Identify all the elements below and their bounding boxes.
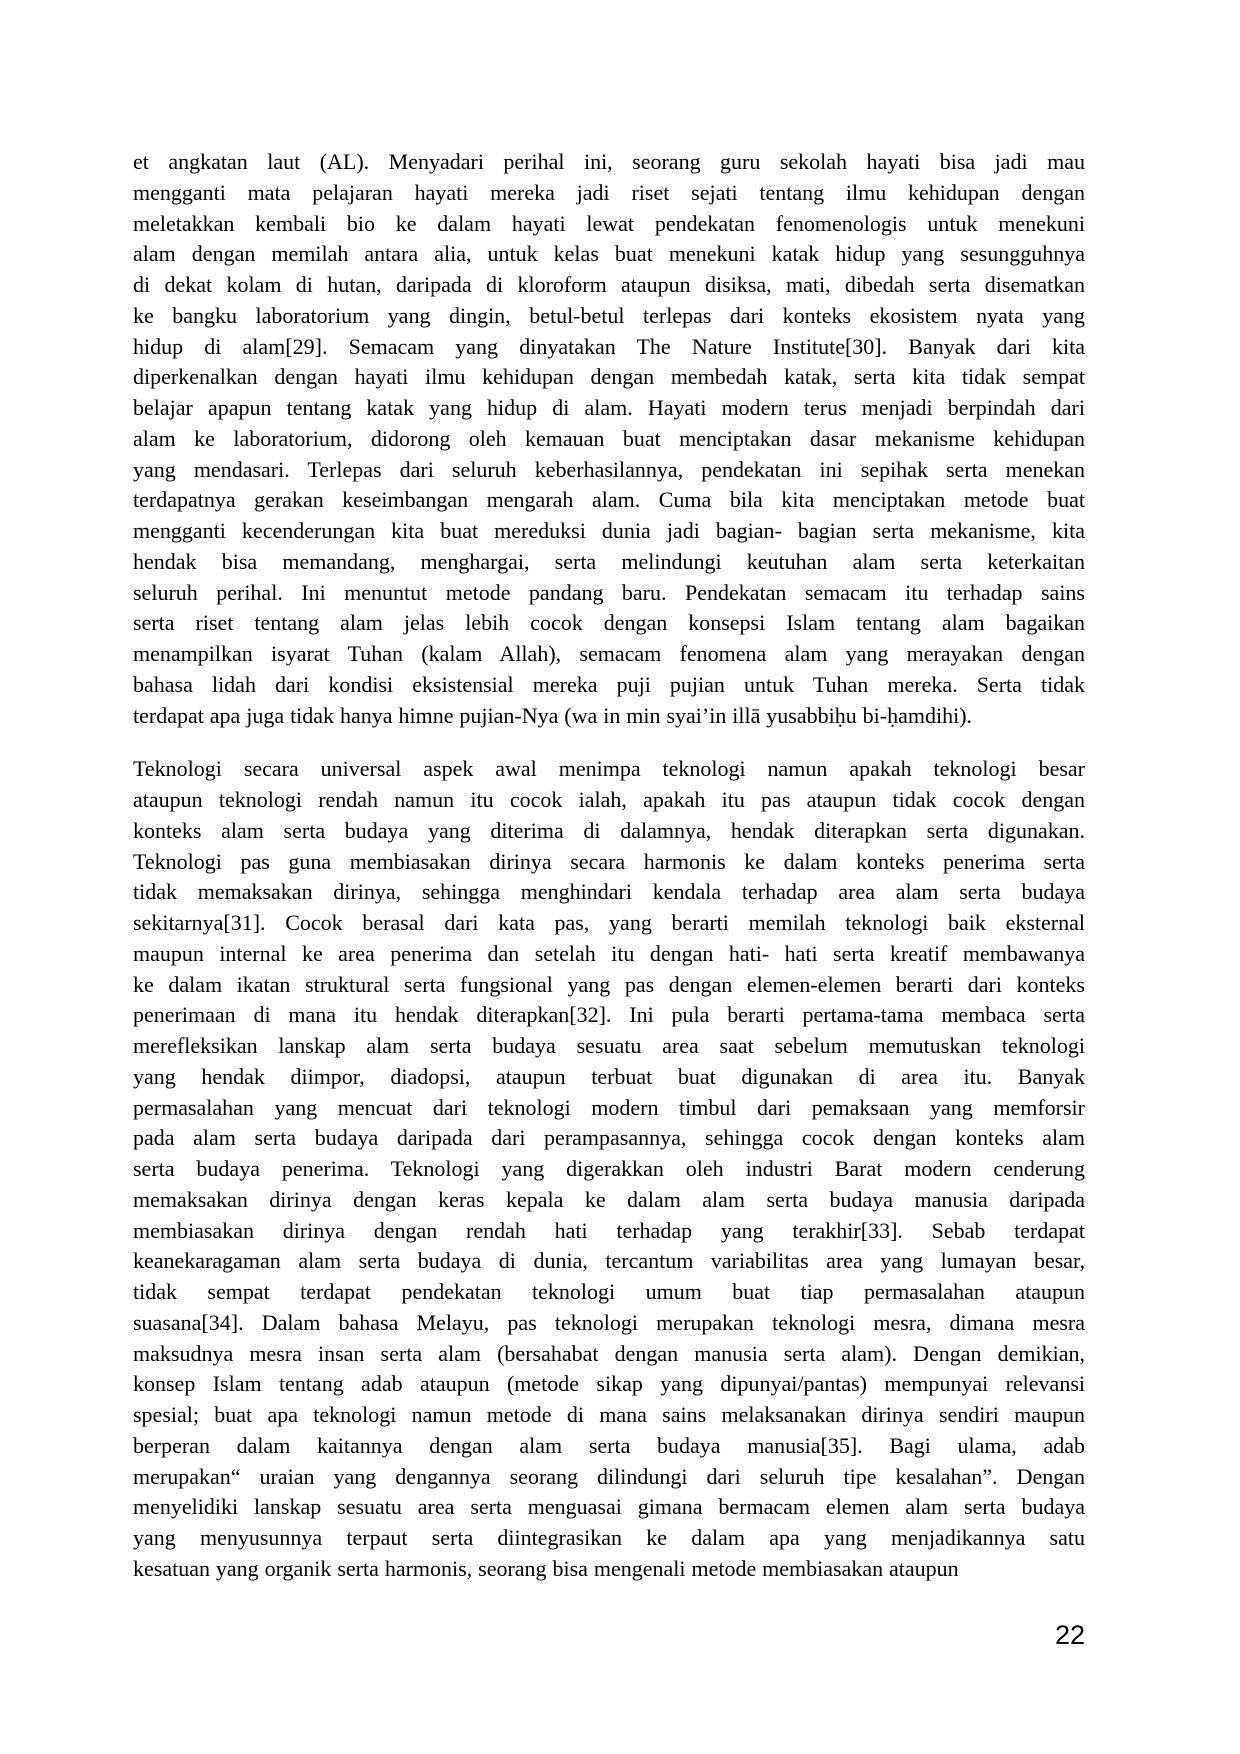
text-line: seluruh perihal. Ini menuntut metode pandang baru. Pendekatan semacam itu terhadap sains	[133, 579, 1085, 605]
text-line: yang hendak diimpor, diadopsi, ataupun terbuat buat digunakan di area itu. Banyak	[133, 1063, 1085, 1089]
text-line: sekitarnya[31]. Cocok berasal dari kata pas, yang berarti memilah teknologi baik eksternal	[133, 910, 1085, 935]
text-line: keanekaragaman alam serta budaya di dunia, tercantum variabilitas area yang lumayan besar,	[133, 1248, 1085, 1274]
page-body	[133, 147, 1085, 1585]
text-line: tidak memaksakan dirinya, sehingga menghindari kendala terhadap area alam serta budaya	[133, 879, 1085, 905]
text-line: hendak bisa memandang, menghargai, serta melindungi keutuhan alam serta keterkaitan	[133, 548, 1085, 574]
text-line: maksudnya mesra insan serta alam (bersahabat dengan manusia serta alam). Dengan demikian,	[133, 1340, 1085, 1366]
text-line: Teknologi pas guna membiasakan dirinya secara harmonis ke dalam konteks penerima serta	[133, 848, 1085, 874]
text-line: bahasa lidah dari kondisi eksistensial mereka puji pujian untuk Tuhan mereka. Serta tidak	[133, 671, 1085, 697]
text-line: suasana[34]. Dalam bahasa Melayu, pas teknologi merupakan teknologi mesra, dimana mesra	[133, 1309, 1085, 1335]
text-line: membiasakan dirinya dengan rendah hati terhadap yang terakhir[33]. Sebab terdapat	[133, 1217, 1085, 1243]
text-line: merupakan“ uraian yang dengannya seorang dilindungi dari seluruh tipe kesalahan”. Dengan	[133, 1463, 1085, 1489]
text-line: serta riset tentang alam jelas lebih cocok dengan konsepsi Islam tentang alam bagaikan	[133, 610, 1085, 636]
text-line: maupun internal ke area penerima dan setelah itu dengan hati- hati serta kreatif membawanya	[133, 940, 1085, 966]
text-line: berperan dalam kaitannya dengan alam serta budaya manusia[35]. Bagi ulama, adab	[133, 1432, 1085, 1458]
text-line: tidak sempat terdapat pendekatan teknologi umum buat tiap permasalahan ataupun	[133, 1279, 1085, 1304]
paragraph-1	[133, 147, 1085, 731]
text-line: ataupun teknologi rendah namun itu cocok ialah, apakah itu pas ataupun tidak cocok dengan	[133, 787, 1085, 812]
text-line: di dekat kolam di hutan, daripada di kloroform ataupun disiksa, mati, dibedah serta disematkan	[133, 272, 1085, 297]
text-line: menampilkan isyarat Tuhan (kalam Allah), semacam fenomena alam yang merayakan dengan	[133, 641, 1085, 666]
text-line: ke bangku laboratorium yang dingin, betul-betul terlepas dari konteks ekosistem nyata yang	[133, 302, 1085, 328]
page-footer	[133, 1622, 1085, 1649]
text-line: meletakkan kembali bio ke dalam hayati lewat pendekatan fenomenologis untuk menekuni	[133, 210, 1085, 236]
text-line: konteks alam serta budaya yang diterima di dalamnya, hendak diterapkan serta digunakan.	[133, 817, 1085, 843]
text-line: ke dalam ikatan struktural serta fungsional yang pas dengan elemen-elemen berarti dari konteks	[133, 971, 1085, 997]
text-line: belajar apapun tentang katak yang hidup di alam. Hayati modern terus menjadi berpindah dari	[133, 395, 1085, 420]
text-line: pada alam serta budaya daripada dari perampasannya, sehingga cocok dengan konteks alam	[133, 1125, 1085, 1151]
page-number: 22	[1054, 1620, 1085, 1650]
text-line: terdapatnya gerakan keseimbangan mengarah alam. Cuma bila kita menciptakan metode buat	[133, 487, 1085, 513]
text-line: serta budaya penerima. Teknologi yang digerakkan oleh industri Barat modern cenderung	[133, 1156, 1085, 1181]
text-line: hidup di alam[29]. Semacam yang dinyatakan The Nature Institute[30]. Banyak dari kita	[133, 333, 1085, 359]
text-line: kesatuan yang organik serta harmonis, seorang bisa mengenali metode membiasakan ataupun	[133, 1555, 959, 1581]
text-line: spesial; buat apa teknologi namun metode di mana sains melaksanakan dirinya sendiri maupun	[133, 1402, 1085, 1427]
text-line: permasalahan yang mencuat dari teknologi modern timbul dari pemaksaan yang memforsir	[133, 1094, 1085, 1120]
text-line: alam dengan memilah antara alia, untuk kelas buat menekuni katak hidup yang sesungguhnya	[133, 241, 1085, 267]
text-line: konsep Islam tentang adab ataupun (metode sikap yang dipunyai/pantas) mempunyai relevansi	[133, 1371, 1085, 1397]
text-line: alam ke laboratorium, didorong oleh kemauan buat menciptakan dasar mekanisme kehidupan	[133, 425, 1085, 451]
text-line: merefleksikan lanskap alam serta budaya sesuatu area saat sebelum memutuskan teknologi	[133, 1033, 1085, 1058]
text-line: Teknologi secara universal aspek awal menimpa teknologi namun apakah teknologi besar	[133, 756, 1085, 782]
text-line: et angkatan laut (AL). Menyadari perihal ini, seorang guru sekolah hayati bisa jadi mau	[133, 149, 1085, 174]
text-line: terdapat apa juga tidak hanya himne pujian-Nya (wa in min syai’in illā yusabbiḥu bi-ḥamdihi).	[133, 702, 973, 728]
text-line: mengganti kecenderungan kita buat mereduksi dunia jadi bagian- bagian serta mekanisme, kita	[133, 518, 1085, 543]
text-line: diperkenalkan dengan hayati ilmu kehidupan dengan membedah katak, serta kita tidak sempat	[133, 364, 1085, 390]
text-line: memaksakan dirinya dengan keras kepala ke dalam alam serta budaya manusia daripada	[133, 1186, 1085, 1212]
text-line: mengganti mata pelajaran hayati mereka jadi riset sejati tentang ilmu kehidupan dengan	[133, 179, 1085, 205]
text-line: penerimaan di mana itu hendak diterapkan[32]. Ini pula berarti pertama-tama membaca serta	[133, 1002, 1085, 1028]
text-line: yang mendasari. Terlepas dari seluruh keberhasilannya, pendekatan ini sepihak serta menekan	[133, 456, 1085, 482]
paragraph-2	[133, 754, 1085, 1584]
text-line: menyelidiki lanskap sesuatu area serta menguasai gimana bermacam elemen alam serta budaya	[133, 1494, 1085, 1520]
text-line: yang menyusunnya terpaut serta diintegrasikan ke dalam apa yang menjadikannya satu	[133, 1525, 1085, 1550]
